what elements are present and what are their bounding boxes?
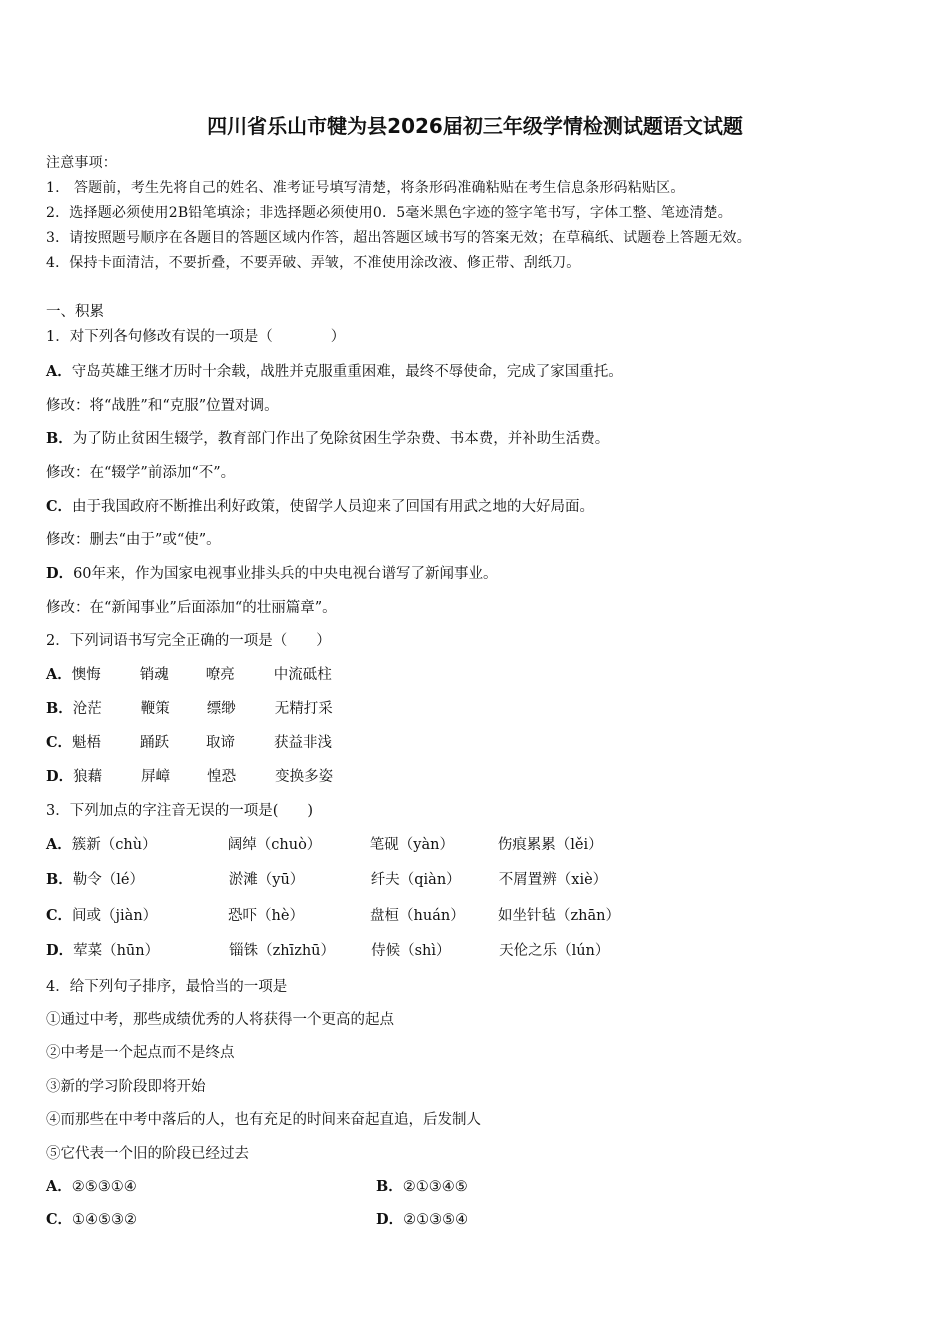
question-4-option-d bbox=[376, 1210, 468, 1230]
question-4-sentence-3: ③新的学习阶段即将开始 bbox=[46, 1079, 206, 1095]
option-label: A． bbox=[46, 666, 72, 683]
option-text: ②①③④⑤ bbox=[402, 1179, 468, 1195]
option-label: C． bbox=[46, 734, 73, 751]
word: 伤痕累累（lěi） bbox=[497, 837, 603, 853]
option-label: D． bbox=[46, 565, 74, 582]
question-1-fix-d: 修改：在“新闻事业”后面添加“的壮丽篇章”。 bbox=[46, 600, 337, 616]
word: 鞭策 bbox=[140, 701, 170, 717]
word: 销魂 bbox=[139, 667, 169, 683]
option-label: C． bbox=[46, 498, 73, 515]
word: 无精打采 bbox=[274, 701, 333, 717]
option-label: C． bbox=[46, 907, 73, 924]
question-4-sentence-5: ⑤它代表一个旧的阶段已经过去 bbox=[46, 1146, 249, 1162]
question-4-sentence-2: ②中考是一个起点而不是终点 bbox=[46, 1045, 235, 1061]
option-label: A． bbox=[46, 836, 72, 853]
question-1-fix-c: 修改：删去“由于”或“使”。 bbox=[46, 532, 221, 548]
option-label: D． bbox=[376, 1211, 404, 1228]
notice-item-4: 4．保持卡面清洁，不要折叠，不要弄破、弄皱，不准使用涂改液、修正带、刮纸刀。 bbox=[46, 255, 581, 271]
question-2-option-d bbox=[46, 767, 333, 787]
question-1-option-b bbox=[46, 429, 609, 449]
word: 阔绰（chuò） bbox=[227, 837, 322, 853]
option-text: 60年来，作为国家电视事业排头兵的中央电视台谱写了新闻事业。 bbox=[73, 566, 498, 582]
word: 惶恐 bbox=[207, 769, 237, 785]
option-label: B． bbox=[46, 871, 73, 888]
question-1-fix-a: 修改：将“战胜”和“克服”位置对调。 bbox=[46, 398, 279, 414]
question-4-sentence-4: ④而那些在中考中落后的人，也有充足的时间来奋起直追，后发制人 bbox=[46, 1112, 481, 1128]
section-heading: 一、积累 bbox=[46, 304, 104, 320]
question-4-option-a bbox=[46, 1179, 137, 1195]
word: 侍候（shì） bbox=[371, 943, 451, 959]
option-label: B． bbox=[46, 430, 73, 447]
notice-item-3: 3．请按照题号顺序在各题目的答题区域内作答，超出答题区域书写的答案无效；在草稿纸、试题卷上答题无效。 bbox=[46, 230, 751, 246]
word: 沧茫 bbox=[72, 701, 102, 717]
option-text: ①④⑤③② bbox=[72, 1212, 138, 1228]
option-label: B． bbox=[376, 1178, 403, 1195]
word: 纤夫（qiàn） bbox=[370, 872, 461, 888]
question-4-stem: 4．给下列句子排序，最恰当的一项是 bbox=[46, 979, 288, 995]
word: 盘桓（huán） bbox=[370, 908, 465, 924]
option-text: ②①③⑤④ bbox=[403, 1212, 469, 1228]
question-2-stem: 2．下列词语书写完全正确的一项是（ ） bbox=[46, 633, 331, 649]
word: 取谛 bbox=[206, 735, 236, 751]
word: 屏嶂 bbox=[141, 769, 171, 785]
option-text: 由于我国政府不断推出利好政策，使留学人员迎来了回国有用武之地的大好局面。 bbox=[72, 499, 595, 515]
option-label: A． bbox=[46, 1178, 72, 1195]
word: 懊悔 bbox=[71, 667, 101, 683]
word: 中流砥柱 bbox=[273, 667, 332, 683]
word: 缥缈 bbox=[206, 701, 236, 717]
question-2-option-c bbox=[46, 733, 332, 753]
question-3-stem: 3．下列加点的字注音无误的一项是( ) bbox=[46, 803, 314, 819]
word: 变换多姿 bbox=[275, 769, 334, 785]
question-1-fix-b: 修改：在“辍学”前添加“不”。 bbox=[46, 465, 236, 481]
option-label: B． bbox=[46, 700, 73, 717]
word: 魁梧 bbox=[72, 735, 102, 751]
word: 淤滩（yū） bbox=[228, 872, 305, 888]
notice-item-1: 1. 答题前，考生先将自己的姓名、准考证号填写清楚，将条形码准确粘贴在考生信息条形码粘贴区。 bbox=[46, 180, 685, 196]
question-3-option-d bbox=[46, 941, 609, 961]
question-1-option-c bbox=[46, 497, 594, 517]
question-4-option-b bbox=[376, 1177, 468, 1197]
question-3-option-a bbox=[46, 835, 603, 855]
option-label: D． bbox=[46, 942, 74, 959]
word: 狼藉 bbox=[73, 769, 103, 785]
word: 间或（jiàn） bbox=[72, 908, 158, 924]
word: 踊跃 bbox=[140, 735, 170, 751]
option-label: C． bbox=[46, 1211, 73, 1228]
word: 获益非浅 bbox=[274, 735, 333, 751]
question-1-option-a bbox=[46, 362, 623, 382]
word: 嘹亮 bbox=[205, 667, 235, 683]
option-label: A． bbox=[46, 363, 72, 380]
word: 笔砚（yàn） bbox=[369, 837, 454, 853]
page-title: 四川省乐山市犍为县2026届初三年级学情检测试题语文试题 bbox=[207, 114, 743, 138]
option-text: 守岛英雄王继才历时十余载，战胜并克服重重困难，最终不辱使命，完成了家国重托。 bbox=[71, 364, 623, 380]
option-text: ②⑤③①④ bbox=[71, 1179, 137, 1195]
question-4-option-c bbox=[46, 1212, 137, 1228]
option-label: D． bbox=[46, 768, 74, 785]
question-2-option-b bbox=[46, 699, 333, 719]
question-3-option-c bbox=[46, 906, 620, 926]
word: 恐吓（hè） bbox=[228, 908, 304, 924]
question-3-option-b bbox=[46, 870, 607, 890]
question-1-option-d bbox=[46, 564, 498, 584]
option-text: 为了防止贫困生辍学，教育部门作出了免除贫困生学杂费、书本费，并补助生活费。 bbox=[72, 431, 610, 447]
notice-item-2: 2．选择题必须使用2B铅笔填涂；非选择题必须使用0．5毫米黑色字迹的签字笔书写，字体工整、笔迹清楚。 bbox=[46, 205, 732, 221]
notice-heading: 注意事项： bbox=[46, 155, 117, 171]
word: 锱铢（zhīzhū） bbox=[229, 943, 336, 959]
question-4-options-row-1 bbox=[46, 1177, 746, 1197]
word: 簇新（chù） bbox=[71, 837, 157, 853]
question-4-options-row-2 bbox=[46, 1210, 746, 1230]
word: 天伦之乐（lún） bbox=[499, 943, 610, 959]
word: 如坐针毡（zhān） bbox=[498, 908, 621, 924]
question-2-option-a bbox=[46, 665, 332, 685]
word: 荤菜（hūn） bbox=[73, 943, 160, 959]
word: 勒令（lé） bbox=[72, 872, 144, 888]
question-4-sentence-1: ①通过中考，那些成绩优秀的人将获得一个更高的起点 bbox=[46, 1012, 394, 1028]
word: 不屑置辨（xiè） bbox=[498, 872, 608, 888]
question-1-stem: 1．对下列各句修改有误的一项是（ ） bbox=[46, 329, 346, 345]
